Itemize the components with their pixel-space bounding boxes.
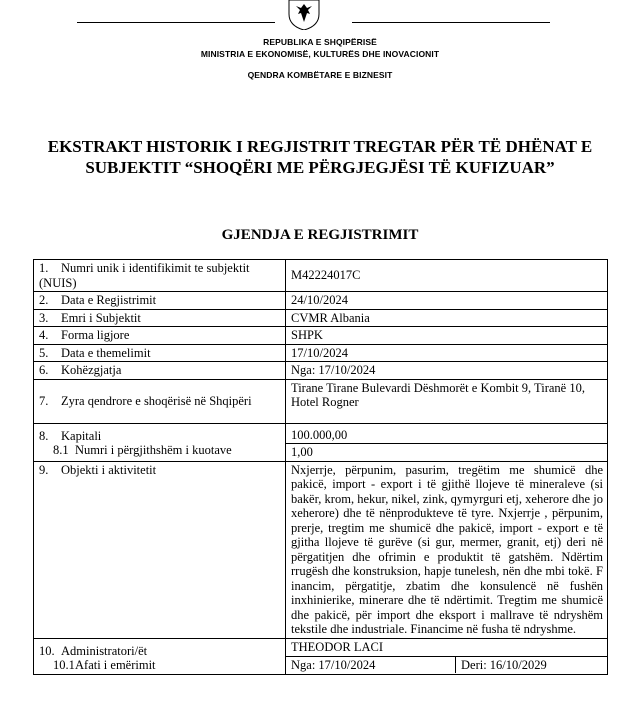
row-label: Zyra qendrore e shoqërisë në Shqipëri xyxy=(61,393,252,408)
row-label: Emri i Subjektit xyxy=(61,310,141,325)
row-sub-label: Numri i përgjithshëm i kuotave xyxy=(75,443,232,457)
activity-description: Nxjerrje, përpunim, pasurim, tregëtim me shumicë dhe pakicë, import - export i të gjithë llojeve të mineraleve (si bakër, krom, hekur, nikel, zink, qymyrguri etj, xeherore dhe jo xeherore) dhe të nënprodukteve të tyre. Nxjerrje , përpunim, prerje, tregtim me shumicë dhe pakicë, import - export e të gjitha llojeve të gurëve (si gur, mermer, granit, etj) deri në përgatitjen dhe ofrimin e produktit të gatshëm. Ndërtim rrugësh dhe konstruksion, hapje tunelesh, nën dhe mbi tokë. F inancim, përgatitje, zbatim dhe konsulencë në fushën inxhinierike, minerare dhe të ndërtimit. Tregtim me shumicë dhe pakicë, për import dhe eksport i mallrave të ndryshëm tekstile dhe industriale. Financime në fusha të ndryshme. xyxy=(286,461,608,638)
row-label: Numri unik i identifikimit te subjektit (NUIS) xyxy=(39,261,250,290)
row-number: 8. xyxy=(39,428,49,443)
coat-of-arms-icon xyxy=(287,0,321,30)
table-row-object xyxy=(34,461,608,638)
row-value: Nga: 17/10/2024 xyxy=(286,362,608,380)
row-label: Kapitali xyxy=(61,428,102,443)
registration-table xyxy=(33,259,608,675)
table-row xyxy=(34,309,608,327)
row-value: SHPK xyxy=(286,327,608,345)
row-label: Kohëzgjatja xyxy=(61,363,122,377)
document-subtitle: GJENDJA E REGJISTRIMIT xyxy=(221,227,419,243)
row-number: 1. xyxy=(39,261,49,275)
row-sub-label: Afati i emërimit xyxy=(75,658,156,672)
table-row xyxy=(34,344,608,362)
header-rule-right xyxy=(352,22,550,23)
row-value: Tirane Tirane Bulevardi Dëshmorët e Kombit 9, Tiranë 10, Hotel Rogner xyxy=(286,379,608,423)
row-number: 6. xyxy=(39,363,49,377)
row-value: M42224017C xyxy=(286,260,608,292)
administrator-name: THEODOR LACI xyxy=(286,639,607,657)
table-row xyxy=(34,260,608,292)
row-value: 24/10/2024 xyxy=(286,292,608,310)
table-row xyxy=(34,327,608,345)
term-start: Nga: 17/10/2024 xyxy=(286,657,456,674)
row-number: 4. xyxy=(39,328,49,342)
table-row-capital xyxy=(34,423,608,461)
table-row-admin xyxy=(34,638,608,674)
header-center: QENDRA KOMBËTARE E BIZNESIT xyxy=(247,70,393,80)
row-label: Forma ligjore xyxy=(61,328,130,342)
capital-value: 100.000,00 xyxy=(286,424,607,445)
row-value: CVMR Albania xyxy=(286,309,608,327)
table-row xyxy=(34,292,608,310)
row-number: 10. xyxy=(39,643,55,658)
row-label: Objekti i aktivitetit xyxy=(61,462,157,477)
header-republic: REPUBLIKA E SHQIPËRISË xyxy=(263,37,377,47)
term-end: Deri: 16/10/2029 xyxy=(461,657,547,672)
row-number: 9. xyxy=(39,462,49,477)
row-number: 7. xyxy=(39,393,49,408)
row-number: 3. xyxy=(39,310,49,325)
header-ministry: MINISTRIA E EKONOMISË, KULTURËS DHE INOVACIONIT xyxy=(200,49,440,59)
row-label: Administratori/ët xyxy=(61,643,148,658)
quota-value: 1,00 xyxy=(291,445,313,459)
row-number: 5. xyxy=(39,345,49,360)
document-title: EKSTRAKT HISTORIK I REGJISTRIT TREGTAR PËR TË DHËNAT E SUBJEKTIT “SHOQËRI ME PËRGJEGJËSI TË KUFIZUAR” xyxy=(47,137,593,177)
row-sub-number: 8.1 xyxy=(53,443,69,457)
table-row xyxy=(34,379,608,423)
table-row xyxy=(34,362,608,380)
row-value: 17/10/2024 xyxy=(286,344,608,362)
header-rule-left xyxy=(77,22,275,23)
row-label: Data e themelimit xyxy=(61,345,151,360)
row-sub-number: 10.1 xyxy=(53,658,75,672)
row-label: Data e Regjistrimit xyxy=(61,293,157,307)
row-number: 2. xyxy=(39,293,49,307)
